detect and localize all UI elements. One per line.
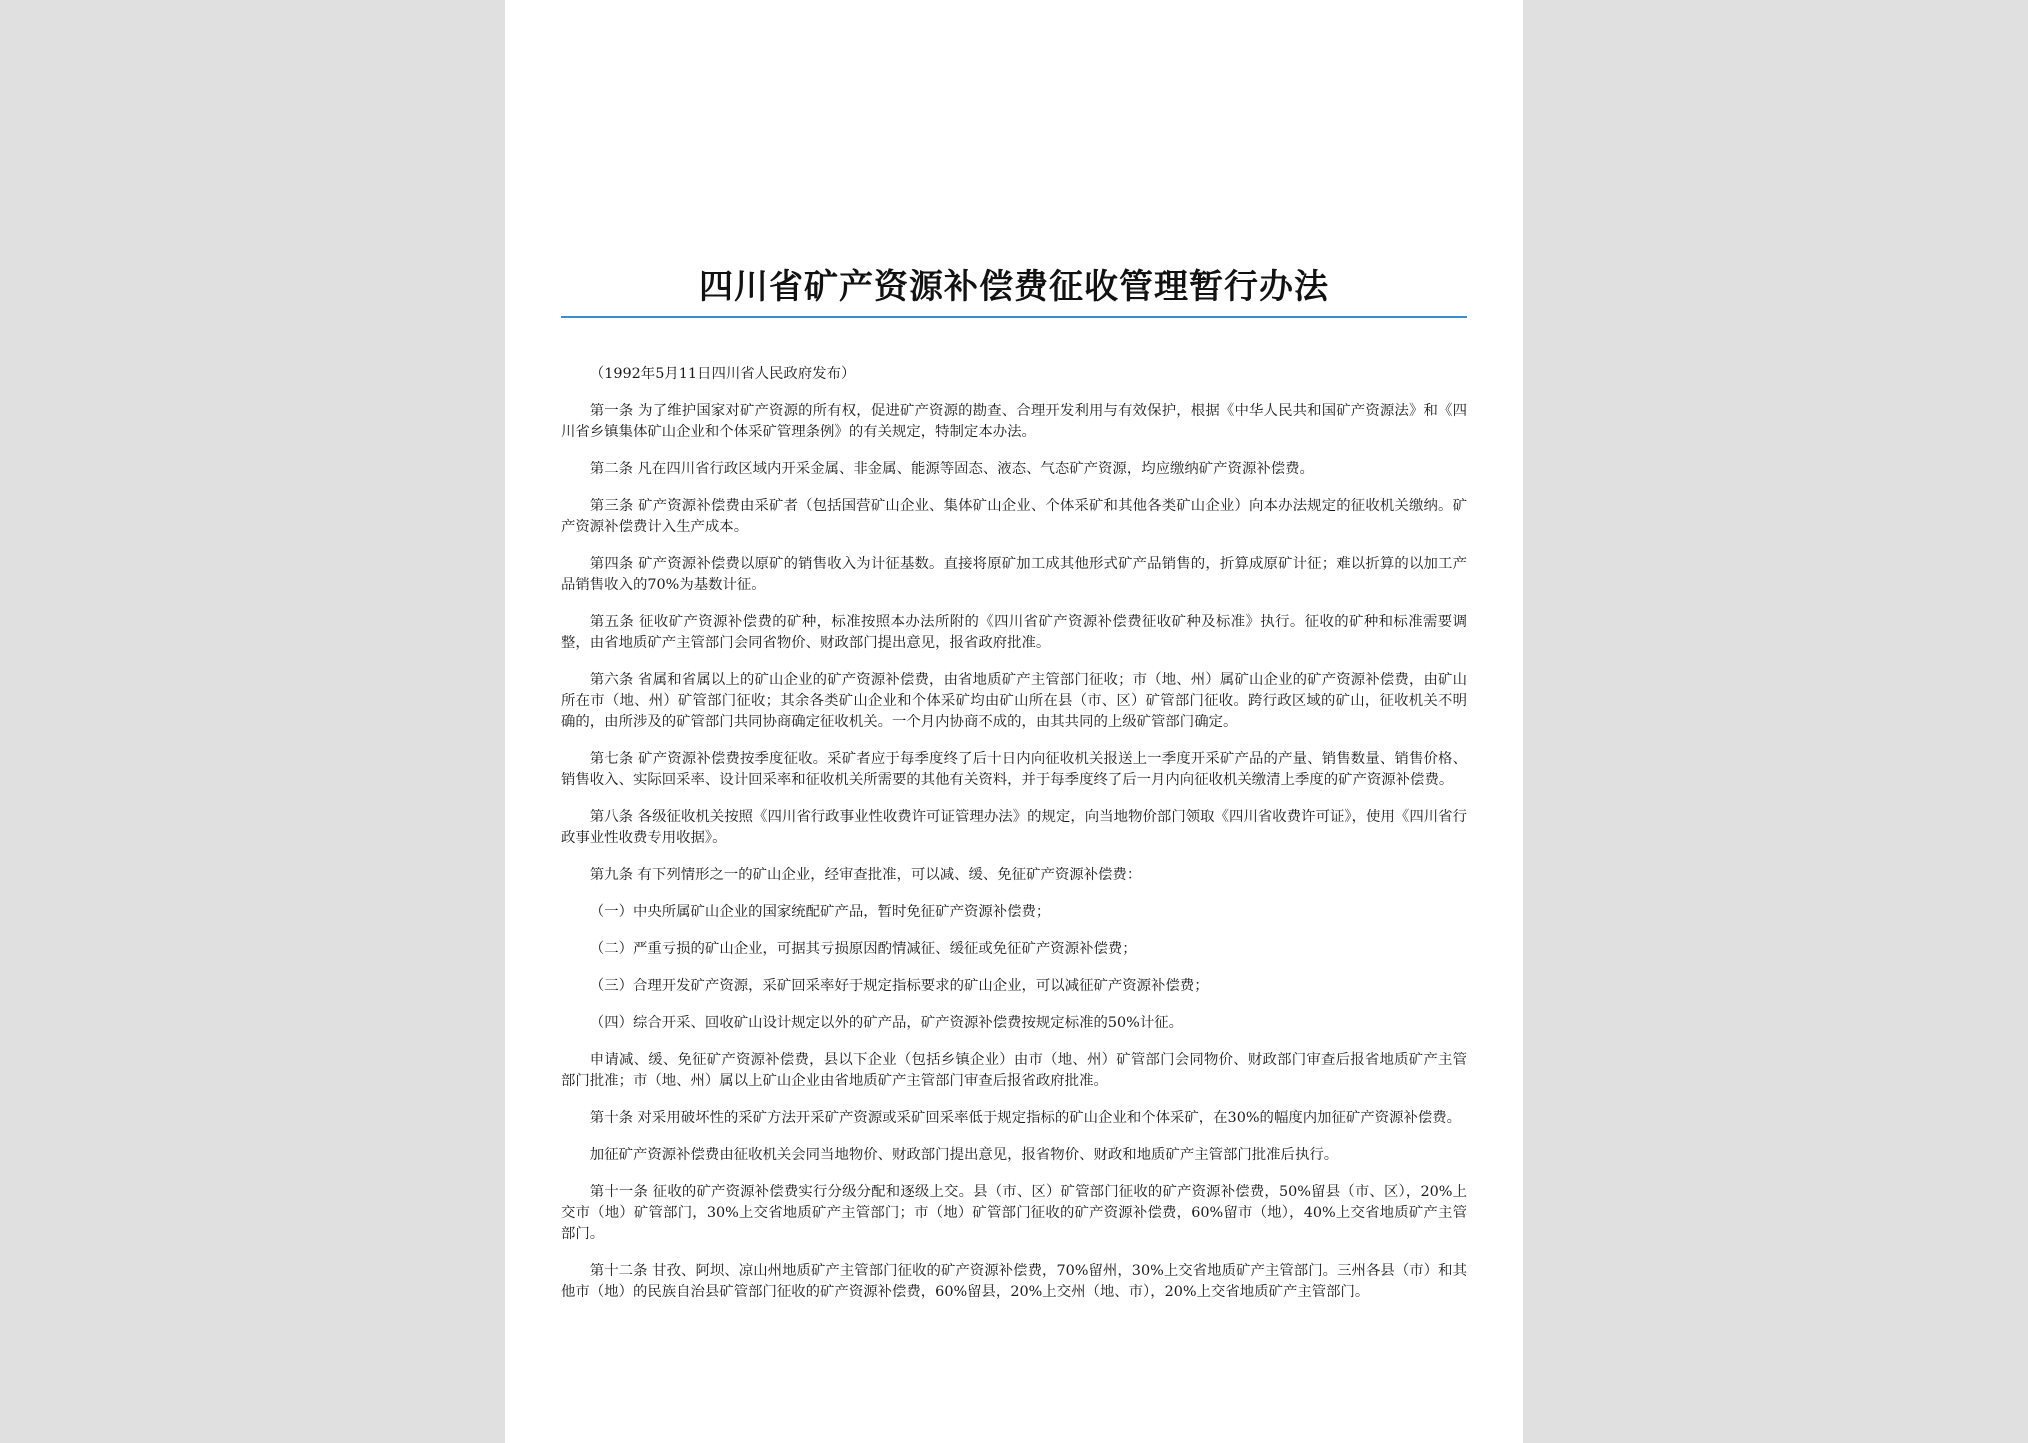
- article-4: 第四条 矿产资源补偿费以原矿的销售收入为计征基数。直接将原矿加工成其他形式矿产品销售的，折算成原矿计征；难以折算的以加工产品销售收入的70%为基数计征。: [561, 556, 1467, 593]
- article-9-item-1: （一）中央所属矿山企业的国家统配矿产品，暂时免征矿产资源补偿费；: [589, 904, 1051, 920]
- article-10: 第十条 对采用破坏性的采矿方法开采矿产资源或采矿回采率低于规定指标的矿山企业和个体采矿，在30%的幅度内加征矿产资源补偿费。: [589, 1110, 1462, 1126]
- document-title: 四川省矿产资源补偿费征收管理暂行办法: [699, 267, 1329, 307]
- article-8: 第八条 各级征收机关按照《四川省行政事业性收费许可证管理办法》的规定，向当地物价部门领取《四川省收费许可证》，使用《四川省行政事业性收费专用收据》。: [561, 809, 1467, 846]
- article-9-item-4: （四）综合开采、回收矿山设计规定以外的矿产品，矿产资源补偿费按规定标准的50%计征。: [589, 1015, 1184, 1031]
- article-5: 第五条 征收矿产资源补偿费的矿种，标准按照本办法所附的《四川省矿产资源补偿费征收矿种及标准》执行。征收的矿种和标准需要调整，由省地质矿产主管部门会同省物价、财政部门提出意见，报省政府批准。: [561, 614, 1467, 651]
- article-9: 第九条 有下列情形之一的矿山企业，经审查批准，可以减、缓、免征矿产资源补偿费：: [589, 867, 1142, 883]
- article-6: 第六条 省属和省属以上的矿山企业的矿产资源补偿费，由省地质矿产主管部门征收；市（地、州）属矿山企业的矿产资源补偿费，由矿山所在市（地、州）矿管部门征收；其余各类矿山企业和个体采矿均由矿山所在县（市、区）矿管部门征收。跨行政区域的矿山，征收机关不明确的，由所涉及的矿管部门共同协商确定征收机关。一个月内协商不成的，由其共同的上级矿管部门确定。: [561, 672, 1467, 730]
- article-2: 第二条 凡在四川省行政区域内开采金属、非金属、能源等固态、液态、气态矿产资源，均应缴纳矿产资源补偿费。: [589, 461, 1314, 477]
- article-9-item-2: （二）严重亏损的矿山企业，可据其亏损原因酌情减征、缓征或免征矿产资源补偿费；: [589, 941, 1137, 957]
- publication-date: （1992年5月11日四川省人民政府发布）: [589, 366, 856, 382]
- document-body: [561, 364, 1467, 1319]
- article-12: 第十二条 甘孜、阿坝、凉山州地质矿产主管部门征收的矿产资源补偿费，70%留州，30%上交省地质矿产主管部门。三州各县（市）和其他市（地）的民族自治县矿管部门征收的矿产资源补偿费，60%留县，20%上交州（地、市），20%上交省地质矿产主管部门。: [561, 1263, 1467, 1300]
- title-underline: [561, 316, 1467, 318]
- article-9-application: 申请减、缓、免征矿产资源补偿费，县以下企业（包括乡镇企业）由市（地、州）矿管部门会同物价、财政部门审查后报省地质矿产主管部门批准；市（地、州）属以上矿山企业由省地质矿产主管部门审查后报省政府批准。: [561, 1052, 1467, 1089]
- article-11: 第十一条 征收的矿产资源补偿费实行分级分配和逐级上交。县（市、区）矿管部门征收的矿产资源补偿费，50%留县（市、区），20%上交市（地）矿管部门，30%上交省地质矿产主管部门；市（地）矿管部门征收的矿产资源补偿费，60%留市（地），40%上交省地质矿产主管部门。: [561, 1184, 1467, 1242]
- article-10-surcharge: 加征矿产资源补偿费由征收机关会同当地物价、财政部门提出意见，报省物价、财政和地质矿产主管部门批准后执行。: [589, 1147, 1339, 1163]
- document-page: [505, 0, 1523, 1443]
- article-3: 第三条 矿产资源补偿费由采矿者（包括国营矿山企业、集体矿山企业、个体采矿和其他各类矿山企业）向本办法规定的征收机关缴纳。矿产资源补偿费计入生产成本。: [561, 498, 1467, 535]
- article-9-item-3: （三）合理开发矿产资源，采矿回采率好于规定指标要求的矿山企业，可以减征矿产资源补偿费；: [589, 978, 1209, 994]
- article-7: 第七条 矿产资源补偿费按季度征收。采矿者应于每季度终了后十日内向征收机关报送上一季度开采矿产品的产量、销售数量、销售价格、销售收入、实际回采率、设计回采率和征收机关所需要的其他有关资料，并于每季度终了后一月内向征收机关缴清上季度的矿产资源补偿费。: [561, 751, 1467, 788]
- article-1: 第一条 为了维护国家对矿产资源的所有权，促进矿产资源的勘查、合理开发利用与有效保护，根据《中华人民共和国矿产资源法》和《四川省乡镇集体矿山企业和个体采矿管理条例》的有关规定，特制定本办法。: [561, 403, 1467, 440]
